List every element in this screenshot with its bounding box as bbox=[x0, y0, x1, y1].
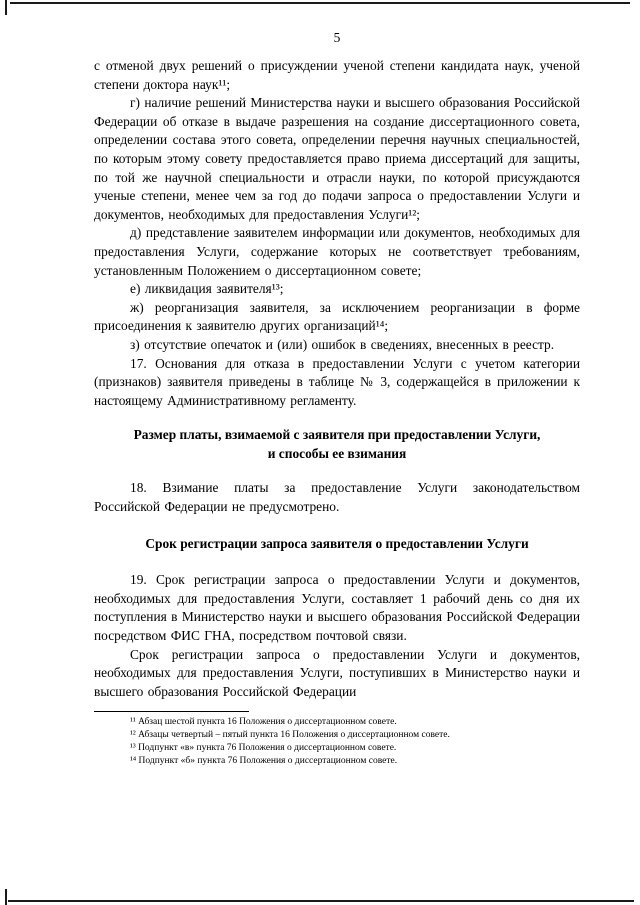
paragraph-item-e: е) ликвидация заявителя¹³; bbox=[130, 281, 284, 297]
footnote-11: ¹¹ Абзац шестой пункта 16 Положения о диссертационном совете. bbox=[130, 717, 397, 728]
paragraph-17: 17. Основания для отказа в предоставлении Услуги с учетом категории (признаков) заявителя приведены в таблице № 3, содержащейся в приложении к настоящему Административному регламенту. bbox=[94, 355, 580, 408]
footnotes-block bbox=[94, 711, 580, 768]
section-heading-fee-line-1: Размер платы, взимаемой с заявителя при предоставлении Услуги, bbox=[133, 427, 541, 443]
paragraph-19-continued: Срок регистрации запроса о предоставлении Услуги и документов, необходимых для предоставления Услуги, поступивших в Министерство науки и высшего образования Российской Федерации bbox=[94, 646, 580, 699]
paragraph-item-zh: ж) реорганизация заявителя, за исключением реорганизации в форме присоединения к заявителю других организаций¹⁴; bbox=[94, 299, 580, 334]
section-heading-fee-line-2: и способы ее взимания bbox=[267, 445, 407, 461]
paragraph-item-d: д) представление заявителем информации или документов, необходимых для предоставления Услуги, содержание которых не соответствует требованиям, установленным Положением о диссертационном совете; bbox=[94, 225, 580, 278]
footnote-13: ¹³ Подпункт «в» пункта 76 Положения о диссертационном совете. bbox=[130, 743, 397, 754]
scan-artifact-top-left-tick bbox=[5, 0, 7, 15]
paragraph-19: 19. Срок регистрации запроса о предоставлении Услуги и документов, необходимых для предоставления Услуги, составляет 1 рабочий день со дня их поступления в Министерство науки и высшего образования Российской Федерации посредством ФИС ГНА, посредством почтовой связи. bbox=[94, 572, 580, 644]
paragraph-18: 18. Взимание платы за предоставление Услуги законодательством Российской Федерации не предусмотрено. bbox=[94, 480, 580, 515]
scan-artifact-bottom-left-tick bbox=[5, 889, 7, 905]
section-heading-term: Срок регистрации запроса заявителя о предоставлении Услуги bbox=[145, 535, 529, 551]
paragraph-item-g: г) наличие решений Министерства науки и высшего образования Российской Федерации об отказе в выдаче разрешения на создание диссертационного совета, определении состава этого совета, определении перечня научных специальностей, по которым этому совету предоставляется право приема диссертаций для защиты, по той же научной специальности и отрасли науки, по которой присуждаются ученые степени, менее чем за год до подачи запроса о предоставлении Услуги и документов, необходимых для предоставления Услуги¹²; bbox=[94, 95, 580, 222]
footnote-14: ¹⁴ Подпункт «б» пункта 76 Положения о диссертационном совете. bbox=[130, 756, 398, 767]
scan-artifact-bottom-line bbox=[8, 900, 634, 902]
page-number: 5 bbox=[333, 30, 341, 45]
scan-artifact-top-line bbox=[10, 2, 630, 4]
paragraph-item-z: з) отсутствие опечаток и (или) ошибок в сведениях, внесенных в реестр. bbox=[130, 336, 555, 352]
footnote-separator-line bbox=[94, 711, 249, 712]
paragraph-continuation: с отменой двух решений о присуждении ученой степени кандидата наук, ученой степени доктора наук¹¹; bbox=[94, 58, 580, 92]
section-heading-fee bbox=[94, 426, 580, 463]
footnote-12: ¹² Абзацы четвертый – пятый пункта 16 Положения о диссертационном совете. bbox=[130, 730, 450, 741]
